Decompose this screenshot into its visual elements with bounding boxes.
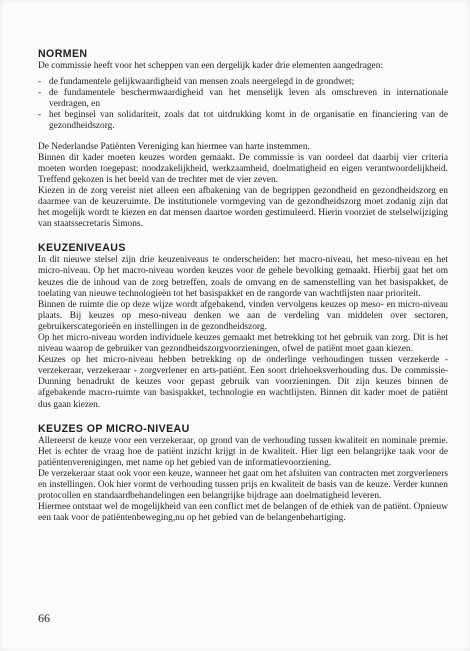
list-item-text: de fundamentele gelijkwaardigheid van mensen zoals neergelegd in de grondwet; xyxy=(49,77,355,88)
page-number: 66 xyxy=(38,611,50,625)
list-item xyxy=(38,110,448,132)
page-body xyxy=(38,48,448,524)
normen-paragraph-3: Kiezen in de zorg vereist niet alleen een afbakening van de begrippen gezondheid en gezondheidszorg en daarmee van de keuzeruimte. De institutionele vormgeving van de gezondheidszorg moet zodanig zijn dat het mogelijk wordt te kiezen en dat mensen daartoe worden gestimuleerd. Hierin voorziet de stelselwijziging van staatssecretaris Simons. xyxy=(38,185,448,230)
micro-paragraph-2: De verzekeraar staat ook voor een keuze, wanneer het gaat om het afsluiten van contracten met zorgverleners en instellingen. Ook hier vormt de verhouding tussen prijs en kwaliteit de basis van de keuze. Verder kunnen protocollen en standaardbehandelingen een belangrijke bijdrage aan doelmatigheid leveren. xyxy=(38,468,448,502)
keuzeniveaus-paragraph-3: Op het micro-niveau worden individuele keuzes gemaakt met betrekking tot het gebruik van zorg. Dit is het niveau waarop de gebruiker van gezondheidszorgvoorzieningen, ofwel de patiënt moet gaan kiezen. xyxy=(38,332,448,355)
spacer xyxy=(38,133,448,142)
section-heading-micro-niveau: KEUZES OP MICRO-NIVEAU xyxy=(38,422,190,435)
list-item-text: het beginsel van solidariteit, zoals dat tot uitdrukking komt in de organisatie en financiering van de gezondheidszorg. xyxy=(49,110,448,132)
normen-list xyxy=(38,77,448,132)
micro-paragraph-1: Allereerst de keuze voor een verzekeraar, op grond van de verhouding tussen kwaliteit en nominale premie. Het is echter de vraag hoe de patiënt inzicht krijgt in de kwaliteit. Hier ligt een belangrijke taak voor de patiëntenverenigingen, met name op het gebied van de informatievoorziening. xyxy=(38,435,448,468)
dash-bullet: - xyxy=(38,88,42,99)
dash-bullet: - xyxy=(38,110,42,121)
micro-paragraph-3: Hiermee ontstaat wel de mogelijkheid van een conflict met de belangen of de ethiek van de patiënt. Opnieuw een taak voor de patiëntenbeweging,nu op het gebied van de belangenbehartiging. xyxy=(38,502,448,524)
list-item-text: de fundamentele beschermwaardigheid van het menselijk leven als omschreven in internationale verdragen, en xyxy=(49,88,448,110)
spacer xyxy=(38,230,448,242)
keuzeniveaus-paragraph-2: Binnen de ruimte die op deze wijze wordt afgebakend, vinden vervolgens keuzes op meso- en micro-niveau plaats. Bij keuzes op meso-niveau denken we aan de verdeling van middelen over sectoren, gebruikerscategorieën en instellingen in de gezondheidszorg. xyxy=(38,299,448,332)
section-heading-normen: NORMEN xyxy=(38,48,88,60)
list-item xyxy=(38,77,448,88)
list-item xyxy=(38,88,448,110)
dash-bullet: - xyxy=(38,77,42,88)
normen-paragraph-1: De Nederlandse Patiënten Vereniging kan hiermee van harte instemmen. xyxy=(38,141,310,152)
keuzeniveaus-paragraph-1: In dit nieuwe stelsel zijn drie keuzeniveaus te onderscheiden: het macro-niveau, het meso-niveau en het micro-niveau. Op het macro-niveau worden keuzes voor de gehele bevolking gemaakt. Hierbij gaat het om keuzes die de inhoud van de zorg betreffen, zoals de omvang en de samenstelling van het basispakket, de toelating van nieuwe technologieën tot het basispakket en de rangorde van wachtlijsten naar prioriteit. xyxy=(38,255,448,299)
section-heading-keuzeniveaus: KEUZENIVEAUS xyxy=(38,242,126,255)
spacer xyxy=(38,411,448,423)
keuzeniveaus-paragraph-4: Keuzes op het micro-niveau hebben betrekking op de onderlinge verhoudingen tussen verzekerde - verzekeraar, verzekeraar - zorgverlener en arts-patiënt. Een soort driehoeksverhouding dus. De commissie-Dunning benadrukt de keuzes voor gepast gebruik van voorzieningen. Dit zijn keuzes binnen de afgebakende macro-ruimte van basispakket, technologie en wachtlijsten. Binnen dit kader moet de patiënt dus gaan kiezen. xyxy=(38,355,448,410)
normen-paragraph-2: Binnen dit kader moeten keuzes worden gemaakt. De commissie is van oordeel dat daarbij vier criteria moeten worden toegepast: noodzakelijkheid, werkzaamheid, doelmatigheid en eigen verantwoordelijkheid. Treffend gekozen is het beeld van de trechter met de vier zeven. xyxy=(38,152,448,185)
normen-intro: De commissie heeft voor het scheppen van een dergelijk kader drie elementen aangedragen: xyxy=(38,61,383,71)
